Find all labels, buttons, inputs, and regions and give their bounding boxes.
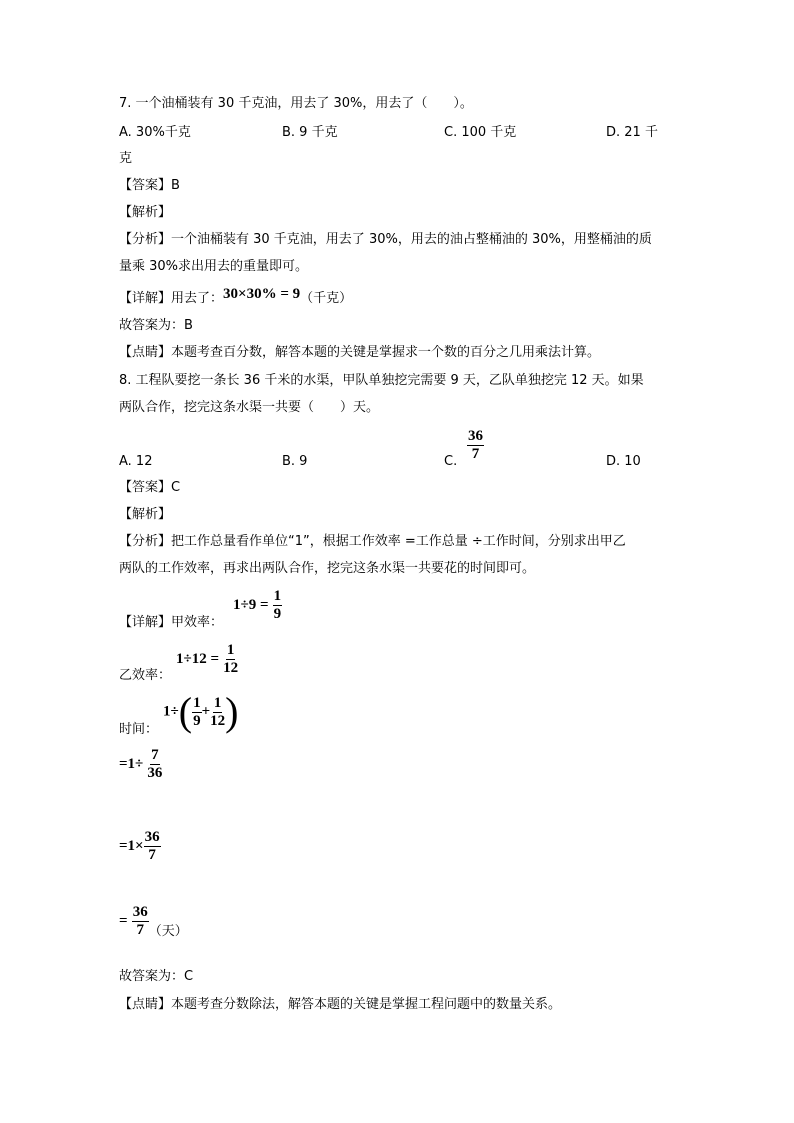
q8-conclusion: 故答案为：C (119, 969, 194, 984)
q7-fenxi-2: 量乘 30%求出用去的重量即可。 (119, 259, 309, 274)
q8-time-label: 时间： (119, 722, 159, 737)
numerator: 36 (132, 904, 148, 920)
numerator: 7 (151, 747, 159, 763)
q8-step-3 (119, 904, 188, 939)
denominator: 7 (148, 847, 156, 863)
q7-option-d: D. 21 千 (606, 125, 658, 140)
denominator: 9 (193, 712, 201, 729)
numerator: 1 (193, 694, 201, 711)
unit: （天） (148, 924, 188, 939)
q7-option-d-wrap: 克 (119, 151, 133, 166)
q8-time-formula: 1÷( $\frac{1}{9}$ + $\frac{1}{12}$ ) (163, 689, 239, 734)
denominator: 12 (210, 712, 226, 729)
detail-unit: （千克） (300, 291, 353, 306)
numerator: 1 (213, 694, 222, 711)
q8-option-c-fraction (467, 428, 484, 463)
q8-option-b: B. 9 (282, 454, 308, 469)
q7-option-b: B. 9 千克 (282, 125, 338, 140)
q7-conclusion: 故答案为：B (119, 318, 193, 333)
numerator: 36 (468, 428, 483, 444)
q8-yi-formula (176, 642, 238, 677)
expr: = (119, 913, 128, 929)
plus: + (201, 703, 211, 720)
q8-option-a: A. 12 (119, 454, 153, 469)
q8-jia-formula (233, 588, 282, 623)
q7-analysis-label: 【解析】 (119, 205, 172, 220)
q7-fenxi-1: 【分析】一个油桶装有 30 千克油，用去了 30%，用去的油占整桶油的 30%，用整桶油的质 (119, 232, 652, 247)
denominator: 7 (136, 922, 144, 938)
denominator: 7 (471, 446, 480, 462)
q8-step-1 (119, 747, 162, 782)
q8-dianjing: 【点睛】本题考查分数除法，解答本题的关键是掌握工程问题中的数量关系。 (119, 997, 562, 1012)
q7-detail (119, 286, 353, 307)
denominator: 36 (147, 765, 163, 781)
q8-jia-label: 【详解】甲效率： (119, 615, 224, 630)
denominator: 9 (273, 606, 282, 622)
numerator: 1 (226, 642, 235, 658)
expr: =1× (119, 838, 144, 854)
expr: 1÷9 = (233, 597, 269, 613)
q8-step-2 (119, 829, 161, 864)
q7-dianjing: 【点睛】本题考查百分数，解答本题的关键是掌握求一个数的百分之几用乘法计算。 (119, 345, 601, 360)
expr: 1÷ (163, 703, 179, 720)
q7-answer: 【答案】B (119, 178, 180, 193)
q8-answer: 【答案】C (119, 480, 181, 495)
q8-stem-2: 两队合作，挖完这条水渠一共要（ ）天。 (119, 400, 380, 415)
q7-stem: 7. 一个油桶装有 30 千克油，用去了 30%，用去了（ ）。 (119, 96, 473, 111)
q7-option-a: A. 30%千克 (119, 125, 191, 140)
q7-option-c: C. 100 千克 (444, 125, 517, 140)
expr: 1÷12 = (176, 651, 220, 667)
q8-option-c: C. (444, 454, 458, 469)
detail-label: 【详解】用去了： (119, 291, 224, 306)
q8-fenxi-1: 【分析】把工作总量看作单位“1”，根据工作效率 =工作总量 ÷工作时间，分别求出甲乙 (119, 534, 626, 549)
q8-analysis-label: 【解析】 (119, 507, 172, 522)
denominator: 12 (223, 660, 239, 676)
q8-stem-1: 8. 工程队要挖一条长 36 千米的水渠，甲队单独挖完需要 9 天，乙队单独挖完 12 天。如果 (119, 373, 644, 388)
expr: =1÷ (119, 756, 144, 772)
q8-yi-label: 乙效率： (119, 668, 172, 683)
numerator: 1 (273, 588, 282, 604)
numerator: 36 (144, 829, 160, 845)
q8-fenxi-2: 两队的工作效率，再求出两队合作，挖完这条水渠一共要花的时间即可。 (119, 561, 536, 576)
q8-option-d: D. 10 (606, 454, 641, 469)
detail-formula: 30×30% = 9 (223, 286, 301, 302)
